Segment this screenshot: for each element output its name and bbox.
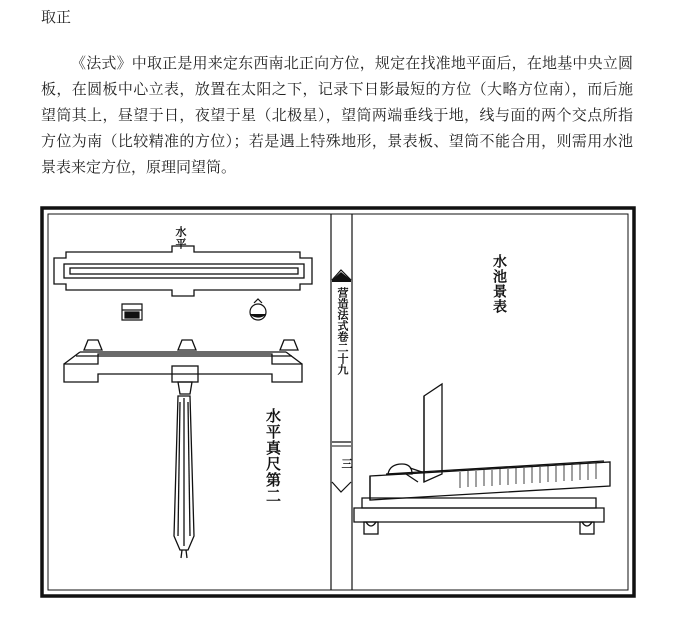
label-level: 水平 [174, 226, 187, 250]
label-water-basin-gnomon: 水池景表 [491, 254, 507, 314]
spine-book-title: 营造法式卷二十九 [336, 287, 349, 375]
body-paragraph: 《法式》中取正是用来定东西南北正向方位，规定在找准地平面后，在地基中央立圆板，在圆板中心立表，放置在太阳之下，记录下日影最短的方位（大略方位南），而后施望筒其上，昼望于日，夜望于星（北极星），望筒两端垂线于地，线与面的两个交点所指方位为南（比较精准的方位）；若是遇上特殊地形，景表板、望筒不能合用，则需用水池景表来定方位，原理同望筒。 [41, 54, 633, 176]
label-true-rule: 水平真尺第二 [264, 408, 282, 504]
section-heading: 取正 [41, 8, 72, 26]
illustration-drawing [40, 206, 636, 598]
spine-page-number: 三 [340, 458, 353, 470]
